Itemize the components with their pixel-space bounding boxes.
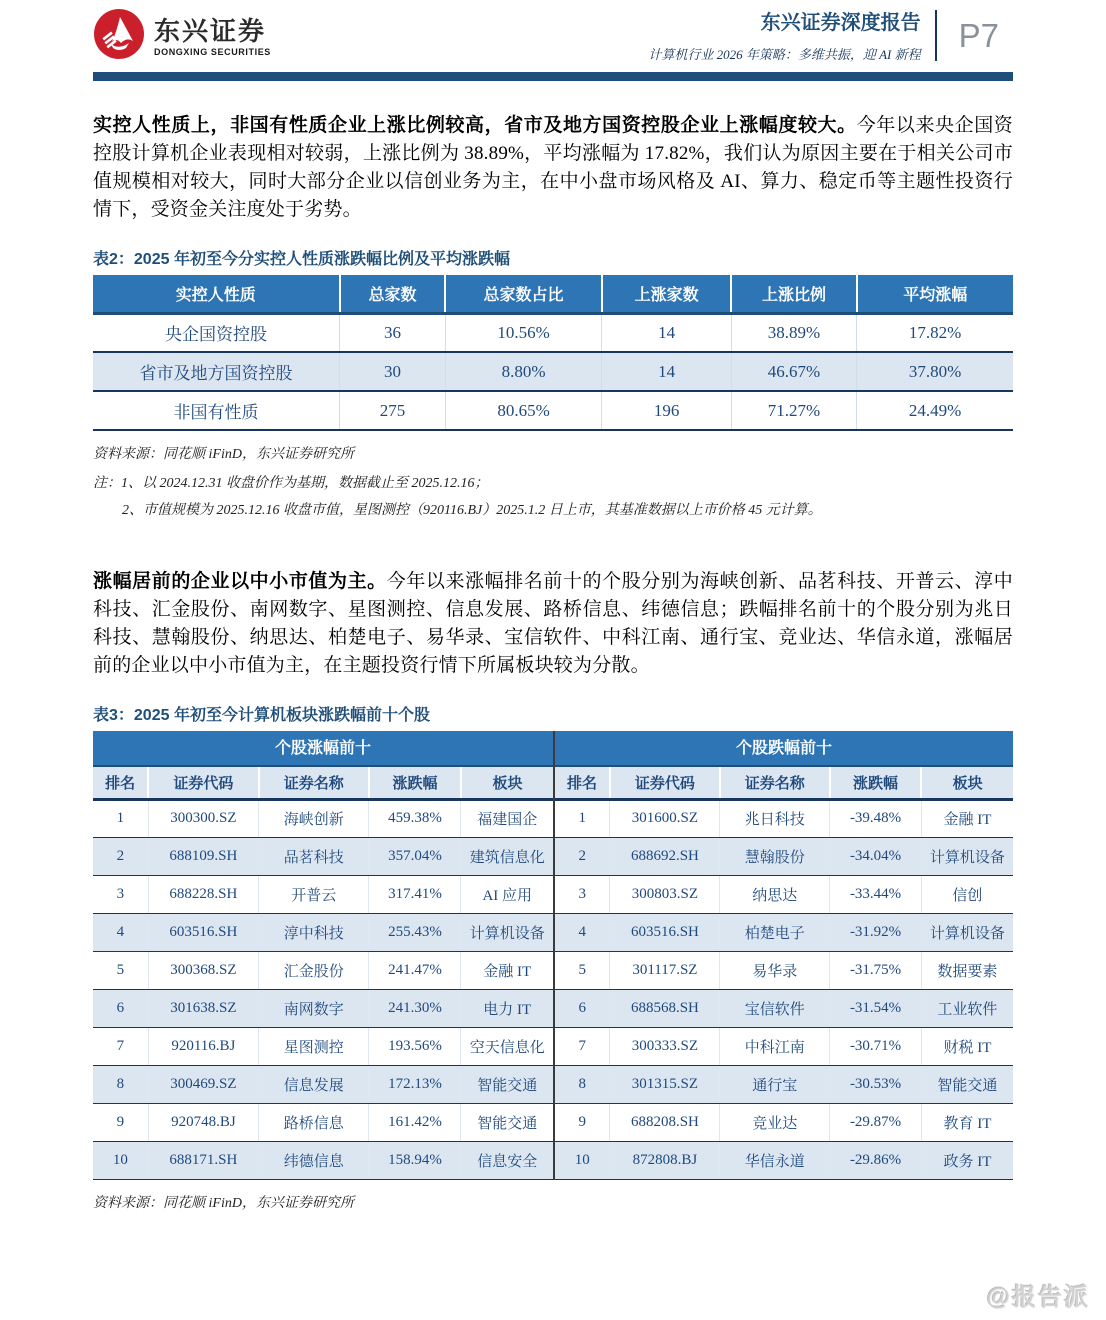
rank-cell: 4 (555, 913, 610, 951)
table-row (555, 989, 1013, 1027)
nature-cell: 省市及地方国资控股 (93, 352, 340, 391)
sector-cell: 计算机设备 (921, 913, 1013, 951)
col-header-rank: 排名 (93, 767, 148, 799)
sector-cell: AI 应用 (461, 875, 553, 913)
code-cell: 300368.SZ (148, 951, 258, 989)
up-count-cell: 196 (602, 391, 732, 430)
rank-cell: 3 (555, 875, 610, 913)
paragraph-lead: 实控人性质上，非国有性质企业上涨比例较高，省市及地方国资控股企业上涨幅度较大。 (93, 115, 857, 136)
name-cell: 开普云 (259, 875, 369, 913)
col-header-up-ratio: 上涨比例 (731, 275, 856, 313)
watermark: @报告派 (986, 1284, 1090, 1311)
paragraph-body: 今年以来央企国资控股计算机企业表现相对较弱，上涨比例为 38.89%，平均涨幅为 17.82%，我们认为原因主要在于相关公司市值规模相对较大，同时大部分企业以信创业务为主，在中小盘市场风格及 AI、算力、稳定币等主题性投资行情下，受资金关注度处于劣势。 (93, 115, 1013, 220)
code-cell: 301638.SZ (148, 989, 258, 1027)
table-row (555, 799, 1013, 837)
nature-cell: 央企国资控股 (93, 313, 340, 352)
table-row (93, 913, 553, 951)
table-row (93, 1141, 553, 1179)
rank-cell: 1 (93, 799, 148, 837)
rank-cell: 4 (93, 913, 148, 951)
sector-cell: 数据要素 (921, 951, 1013, 989)
report-type-title: 东兴证券深度报告 (760, 12, 921, 34)
table2-note-1: 注：1、以 2024.12.31 收盘价作为基期，数据截止至 2025.12.16； (93, 476, 489, 491)
code-cell: 300300.SZ (148, 799, 258, 837)
total-pct-cell: 80.65% (445, 391, 601, 430)
table-row (93, 875, 553, 913)
avg-gain-cell: 37.80% (857, 352, 1013, 391)
losers-table (555, 767, 1013, 1180)
table-row (555, 837, 1013, 875)
code-cell: 920116.BJ (148, 1027, 258, 1065)
change-cell: -39.48% (830, 799, 922, 837)
table-row (93, 799, 553, 837)
up-ratio-cell: 38.89% (731, 313, 856, 352)
report-subtitle: 计算机行业 2026 年策略：多维共振，迎 AI 新程 (648, 47, 921, 62)
sector-cell: 信创 (921, 875, 1013, 913)
total-pct-cell: 10.56% (445, 313, 601, 352)
sector-cell: 空天信息化 (461, 1027, 553, 1065)
sector-cell: 电力 IT (461, 989, 553, 1027)
table-row (93, 1103, 553, 1141)
change-cell: -29.86% (830, 1141, 922, 1179)
rank-cell: 2 (555, 837, 610, 875)
code-cell: 603516.SH (148, 913, 258, 951)
gainers-table (93, 767, 553, 1180)
name-cell: 慧翰股份 (720, 837, 830, 875)
sector-cell: 信息安全 (461, 1141, 553, 1179)
change-cell: -33.44% (830, 875, 922, 913)
nature-cell: 非国有性质 (93, 391, 340, 430)
name-cell: 纳思达 (720, 875, 830, 913)
total-cell: 30 (340, 352, 446, 391)
gainers-group-header: 个股涨幅前十 (93, 731, 553, 767)
table-row (555, 951, 1013, 989)
sector-cell: 金融 IT (921, 799, 1013, 837)
code-cell: 688568.SH (610, 989, 720, 1027)
paragraph-body: 今年以来涨幅排名前十的个股分别为海峡创新、品茗科技、开普云、淳中科技、汇金股份、南网数字、星图测控、信息发展、路桥信息、纬德信息；跌幅排名前十的个股分别为兆日科技、慧翰股份、纳思达、柏楚电子、易华录、宝信软件、中科江南、通行宝、竞业达、华信永道，涨幅居前的企业以中小市值为主，在主题投资行情下所属板块较为分散。 (93, 571, 1013, 676)
rank-cell: 7 (93, 1027, 148, 1065)
table2-note-2: 2、市值规模为 2025.12.16 收盘市值，星图测控（920116.BJ）2025.1.2 日上市，其基准数据以上市价格 45 元计算。 (122, 503, 822, 518)
code-cell: 301600.SZ (610, 799, 720, 837)
name-cell: 通行宝 (720, 1065, 830, 1103)
logo-text (154, 17, 271, 57)
sector-cell: 福建国企 (461, 799, 553, 837)
name-cell: 易华录 (720, 951, 830, 989)
sector-cell: 政务 IT (921, 1141, 1013, 1179)
change-cell: 193.56% (369, 1027, 461, 1065)
col-header-change: 涨跌幅 (830, 767, 922, 799)
table-row (93, 837, 553, 875)
rank-cell: 6 (555, 989, 610, 1027)
sector-cell: 财税 IT (921, 1027, 1013, 1065)
change-cell: -31.92% (830, 913, 922, 951)
change-cell: -31.54% (830, 989, 922, 1027)
name-cell: 品茗科技 (259, 837, 369, 875)
table-row (555, 1141, 1013, 1179)
change-cell: 172.13% (369, 1065, 461, 1103)
header-right (648, 8, 1013, 63)
table-row (93, 1027, 553, 1065)
rank-cell: 5 (555, 951, 610, 989)
table-row (93, 352, 1013, 391)
paragraph-ownership-analysis (93, 112, 1013, 224)
gainers-header-row (93, 767, 553, 799)
code-cell: 603516.SH (610, 913, 720, 951)
code-cell: 688171.SH (148, 1141, 258, 1179)
rank-cell: 8 (93, 1065, 148, 1103)
change-cell: -29.87% (830, 1103, 922, 1141)
total-cell: 36 (340, 313, 446, 352)
code-cell: 920748.BJ (148, 1103, 258, 1141)
sector-cell: 计算机设备 (461, 913, 553, 951)
rank-cell: 3 (93, 875, 148, 913)
table-row (93, 391, 1013, 430)
name-cell: 纬德信息 (259, 1141, 369, 1179)
paragraph-top-movers (93, 568, 1013, 680)
col-header-sector: 板块 (921, 767, 1013, 799)
change-cell: 241.30% (369, 989, 461, 1027)
page-header (93, 0, 1013, 65)
change-cell: 161.42% (369, 1103, 461, 1141)
rank-cell: 10 (93, 1141, 148, 1179)
up-count-cell: 14 (602, 352, 732, 391)
col-header-change: 涨跌幅 (369, 767, 461, 799)
logo-name-cn: 东兴证券 (154, 15, 267, 46)
name-cell: 兆日科技 (720, 799, 830, 837)
rank-cell: 9 (93, 1103, 148, 1141)
name-cell: 宝信软件 (720, 989, 830, 1027)
table-row (93, 313, 1013, 352)
change-cell: -34.04% (830, 837, 922, 875)
sector-cell: 金融 IT (461, 951, 553, 989)
col-header-code: 证券代码 (610, 767, 720, 799)
col-header-avg-gain: 平均涨幅 (857, 275, 1013, 313)
sector-cell: 建筑信息化 (461, 837, 553, 875)
code-cell: 688109.SH (148, 837, 258, 875)
col-header-total-pct: 总家数占比 (445, 275, 601, 313)
change-cell: 357.04% (369, 837, 461, 875)
header-rule-bar (93, 72, 1013, 81)
name-cell: 华信永道 (720, 1141, 830, 1179)
change-cell: -31.75% (830, 951, 922, 989)
losers-group-header: 个股跌幅前十 (555, 731, 1013, 767)
sector-cell: 智能交通 (921, 1065, 1013, 1103)
table3-title: 表3：2025 年初至今计算机板块涨跌幅前十个股 (93, 707, 430, 724)
table-row (555, 1027, 1013, 1065)
up-count-cell: 14 (602, 313, 732, 352)
code-cell: 301117.SZ (610, 951, 720, 989)
table3-gainers-panel (93, 731, 553, 1180)
name-cell: 竞业达 (720, 1103, 830, 1141)
code-cell: 872808.BJ (610, 1141, 720, 1179)
change-cell: 255.43% (369, 913, 461, 951)
table-row (93, 989, 553, 1027)
page-number: P7 (958, 16, 999, 54)
sector-cell: 工业软件 (921, 989, 1013, 1027)
losers-header-row (555, 767, 1013, 799)
table-row (555, 1065, 1013, 1103)
change-cell: -30.71% (830, 1027, 922, 1065)
total-cell: 275 (340, 391, 446, 430)
header-titles (648, 8, 920, 63)
col-header-sector: 板块 (461, 767, 553, 799)
code-cell: 300469.SZ (148, 1065, 258, 1103)
sector-cell: 智能交通 (461, 1065, 553, 1103)
table3-losers-panel (553, 731, 1013, 1180)
sector-cell: 智能交通 (461, 1103, 553, 1141)
avg-gain-cell: 24.49% (857, 391, 1013, 430)
rank-cell: 8 (555, 1065, 610, 1103)
change-cell: 459.38% (369, 799, 461, 837)
table-row (93, 1065, 553, 1103)
sector-cell: 教育 IT (921, 1103, 1013, 1141)
change-cell: 158.94% (369, 1141, 461, 1179)
dongxing-logo (93, 8, 271, 65)
name-cell: 南网数字 (259, 989, 369, 1027)
rank-cell: 7 (555, 1027, 610, 1065)
name-cell: 海峡创新 (259, 799, 369, 837)
code-cell: 688692.SH (610, 837, 720, 875)
up-ratio-cell: 46.67% (731, 352, 856, 391)
total-pct-cell: 8.80% (445, 352, 601, 391)
table-row (555, 875, 1013, 913)
col-header-rank: 排名 (555, 767, 610, 799)
table3-top-movers (93, 731, 1013, 1180)
table2-title: 表2：2025 年初至今分实控人性质涨跌幅比例及平均涨跌幅 (93, 251, 510, 268)
rank-cell: 6 (93, 989, 148, 1027)
code-cell: 300333.SZ (610, 1027, 720, 1065)
table2-ownership-stats (93, 275, 1013, 431)
change-cell: 317.41% (369, 875, 461, 913)
rank-cell: 5 (93, 951, 148, 989)
rank-cell: 1 (555, 799, 610, 837)
table-row (555, 913, 1013, 951)
avg-gain-cell: 17.82% (857, 313, 1013, 352)
table2-header-row (93, 275, 1013, 313)
col-header-name: 证券名称 (259, 767, 369, 799)
rank-cell: 10 (555, 1141, 610, 1179)
table-row (555, 1103, 1013, 1141)
name-cell: 淳中科技 (259, 913, 369, 951)
col-header-up-count: 上涨家数 (602, 275, 732, 313)
change-cell: 241.47% (369, 951, 461, 989)
table3-source: 资料来源：同花顺 iFinD，东兴证券研究所 (93, 1195, 354, 1211)
table2-source: 资料来源：同花顺 iFinD，东兴证券研究所 (93, 447, 354, 462)
code-cell: 688228.SH (148, 875, 258, 913)
name-cell: 汇金股份 (259, 951, 369, 989)
name-cell: 中科江南 (720, 1027, 830, 1065)
name-cell: 柏楚电子 (720, 913, 830, 951)
up-ratio-cell: 71.27% (731, 391, 856, 430)
logo-name-en: DONGXING SECURITIES (154, 46, 271, 57)
col-header-total: 总家数 (340, 275, 446, 313)
table-row (93, 951, 553, 989)
name-cell: 星图测控 (259, 1027, 369, 1065)
code-cell: 300803.SZ (610, 875, 720, 913)
col-header-nature: 实控人性质 (93, 275, 340, 313)
rank-cell: 2 (93, 837, 148, 875)
paragraph-lead: 涨幅居前的企业以中小市值为主。 (93, 571, 387, 592)
dongxing-logo-icon (93, 8, 145, 65)
col-header-code: 证券代码 (148, 767, 258, 799)
change-cell: -30.53% (830, 1065, 922, 1103)
name-cell: 路桥信息 (259, 1103, 369, 1141)
code-cell: 301315.SZ (610, 1065, 720, 1103)
code-cell: 688208.SH (610, 1103, 720, 1141)
sector-cell: 计算机设备 (921, 837, 1013, 875)
name-cell: 信息发展 (259, 1065, 369, 1103)
col-header-name: 证券名称 (720, 767, 830, 799)
rank-cell: 9 (555, 1103, 610, 1141)
